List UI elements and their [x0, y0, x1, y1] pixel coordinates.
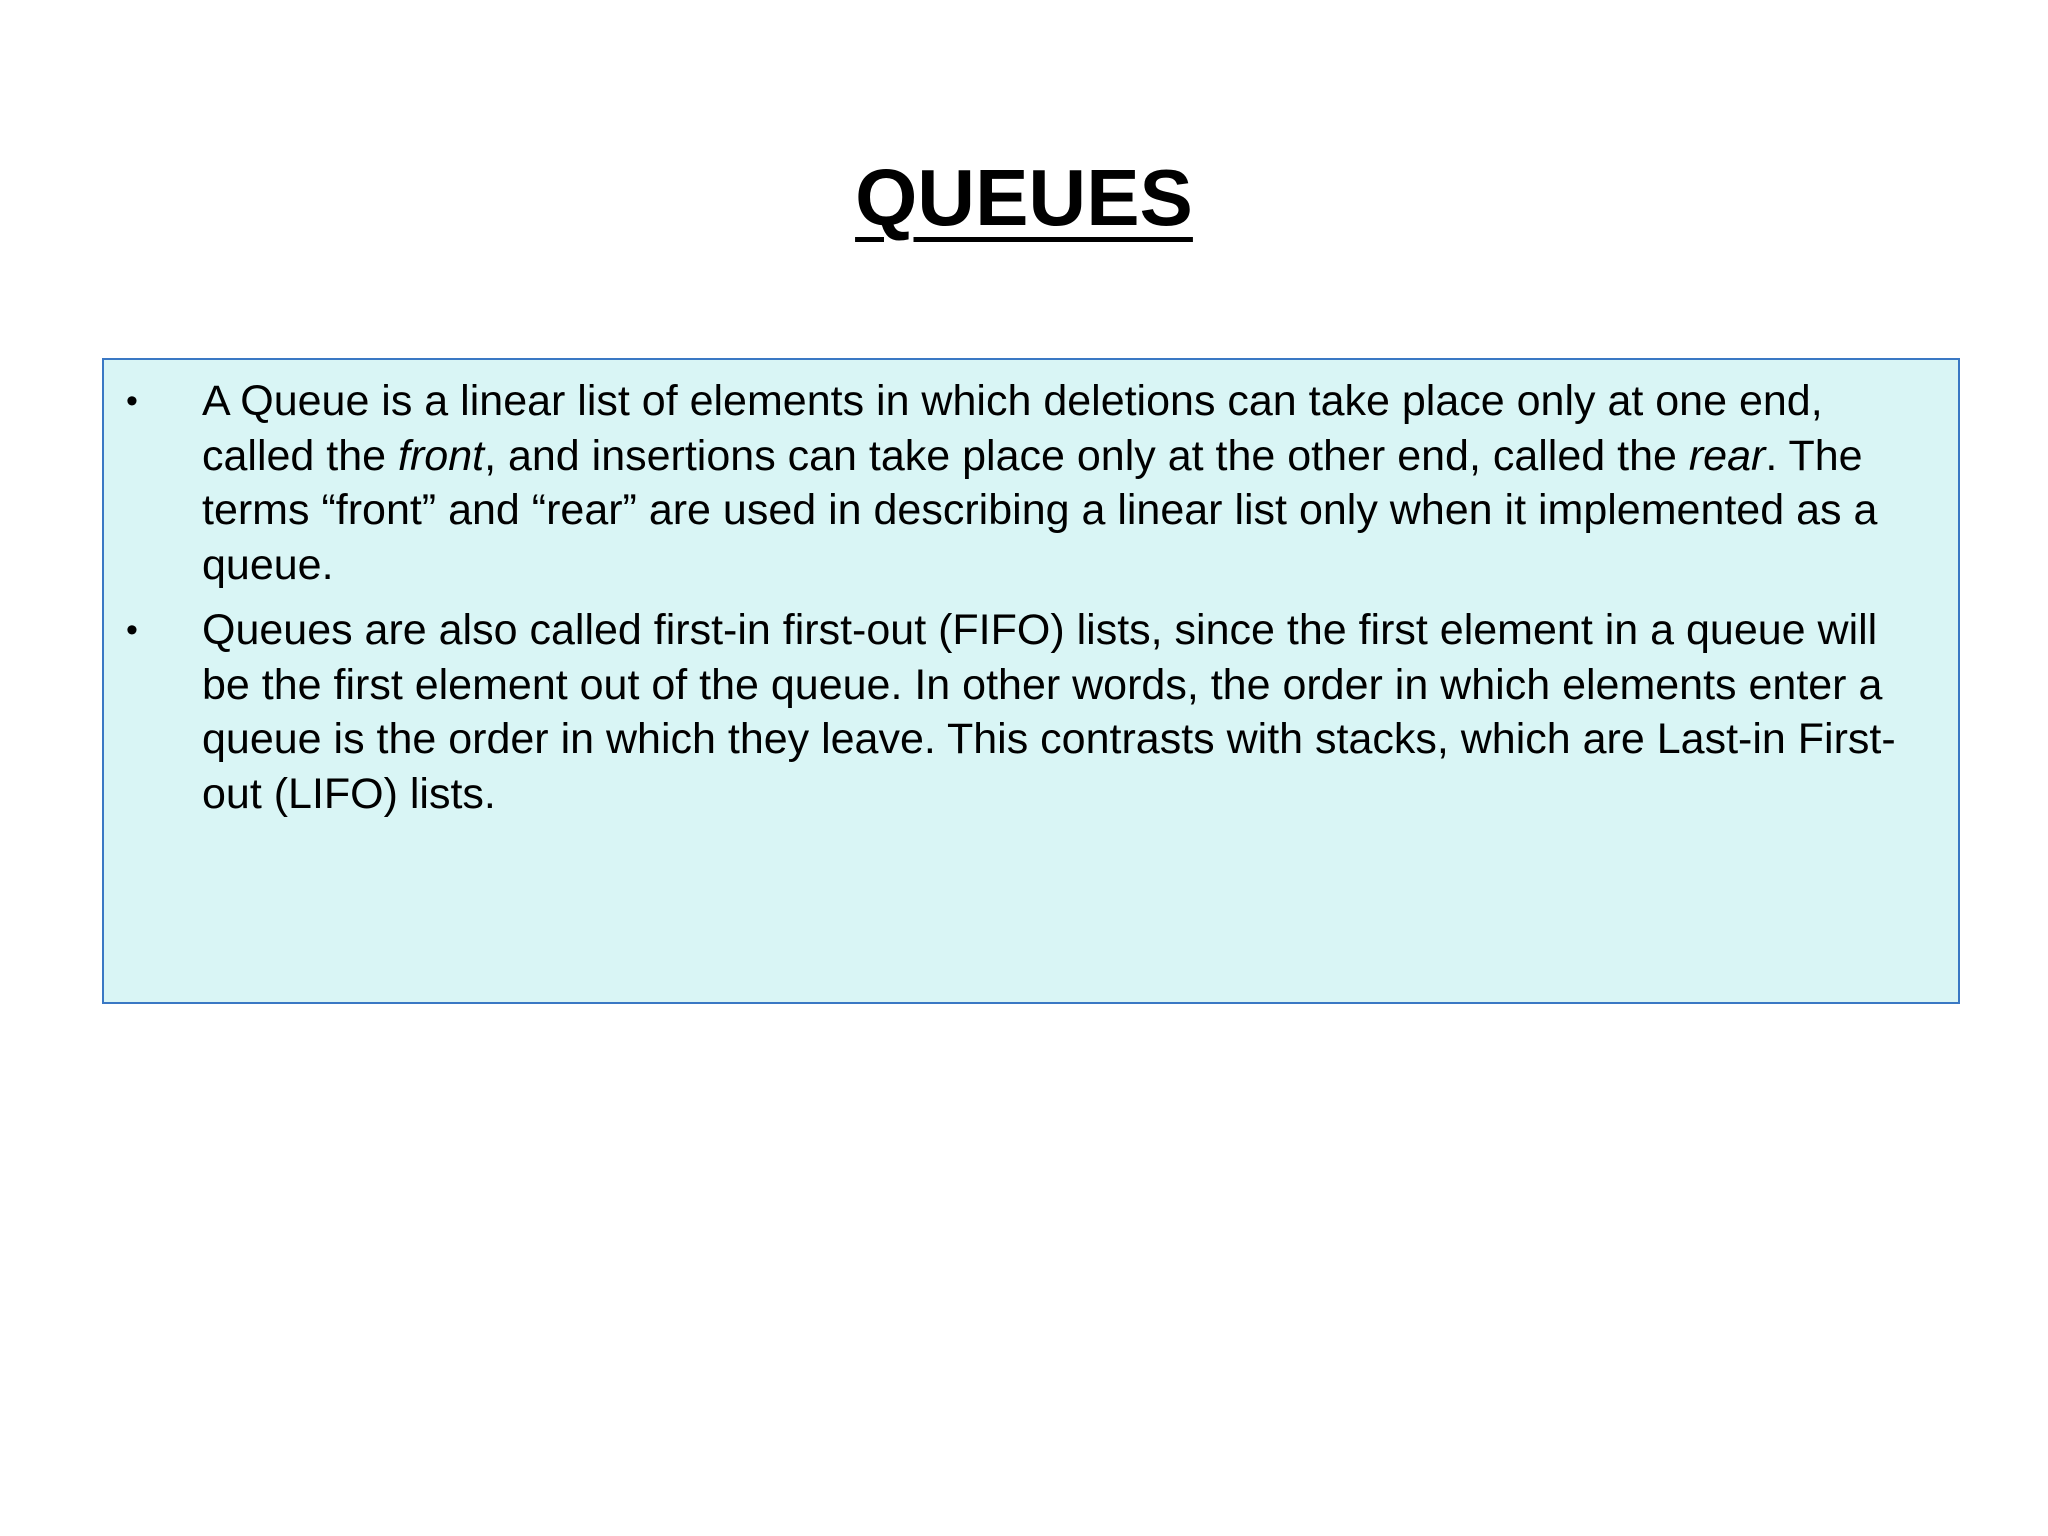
bullet-text: Queues are also called first-in first-out (FIFO) lists, since the first element in a queue will be the first element out of the queue. In other words, the order in which elements enter a queue is the order in which they leave. This contrasts with stacks, which are Last-in First-out (LIFO) lists. — [202, 606, 1896, 818]
bullet-icon: • — [126, 382, 138, 420]
emphasis-front: front — [398, 431, 485, 480]
bullet-text — [202, 377, 1877, 589]
text-run: A Queue is a linear list of elements in which deletions can take place only at one end, called the — [202, 377, 1823, 480]
text-run: . The terms “front” and “rear” are used in describing a linear list only when it implemented as a queue. — [202, 431, 1878, 589]
slide-title: QUEUES — [855, 153, 1193, 242]
bullet-icon: • — [126, 611, 138, 649]
bullet-list — [104, 374, 1958, 832]
emphasis-rear: rear — [1688, 431, 1766, 480]
content-box — [102, 358, 1960, 1004]
list-item — [104, 374, 1958, 592]
text-run: , and insertions can take place only at the other end, called the — [484, 431, 1689, 480]
list-item — [104, 603, 1958, 821]
